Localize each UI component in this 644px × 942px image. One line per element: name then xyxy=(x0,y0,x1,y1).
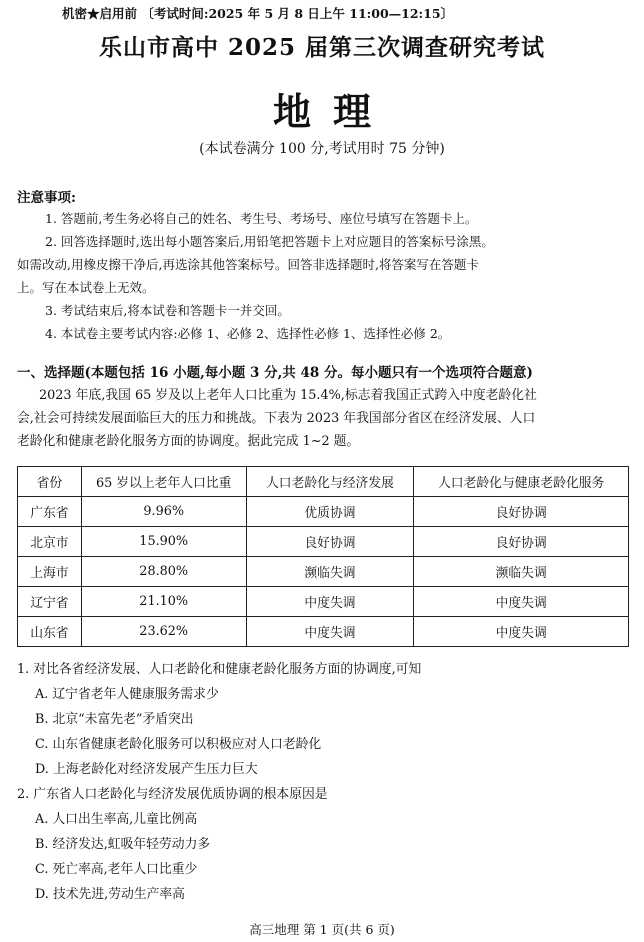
table-cell: 中度失调 xyxy=(414,587,629,617)
question-option: C. 死亡率高,老年人口比重少 xyxy=(35,862,198,877)
table-cell: 21.10% xyxy=(81,587,246,617)
question-option: B. 经济发达,虹吸年轻劳动力多 xyxy=(35,837,211,852)
table-cell: 良好协调 xyxy=(414,527,629,557)
table-cell: 濒临失调 xyxy=(414,557,629,587)
intro-line: 2023 年底,我国 65 岁及以上老年人口比重为 15.4%,标志着我国正式跨入中度老龄化社 xyxy=(39,388,537,403)
secret-line: 机密★启用前 〔考试时间:2025 年 5 月 8 日上午 11:00—12:15〕 xyxy=(62,6,454,21)
coordination-table xyxy=(17,466,629,647)
questions-block xyxy=(17,657,629,907)
question-stem: 1. 对比各省经济发展、人口老龄化和健康老龄化服务方面的协调度,可知 xyxy=(17,662,422,677)
note-line: 3. 考试结束后,将本试卷和答题卡一并交回。 xyxy=(45,303,290,318)
table-cell: 28.80% xyxy=(81,557,246,587)
note-line: 4. 本试卷主要考试内容:必修 1、必修 2、选择性必修 1、选择性必修 2。 xyxy=(45,326,451,341)
question-option: A. 辽宁省老年人健康服务需求少 xyxy=(35,687,219,702)
section-heading: 一、选择题(本题包括 16 小题,每小题 3 分,共 48 分。每小题只有一个选项符合题意) xyxy=(17,365,533,381)
table-cell: 良好协调 xyxy=(246,527,414,557)
table-cell: 优质协调 xyxy=(246,497,414,527)
table-row xyxy=(18,617,629,647)
question-option: D. 技术先进,劳动生产率高 xyxy=(35,887,185,902)
table-header-cell: 省份 xyxy=(18,467,82,497)
intro-line: 老龄化和健康老龄化服务方面的协调度。据此完成 1~2 题。 xyxy=(17,434,360,449)
table-cell: 上海市 xyxy=(18,557,82,587)
table-header-cell: 人口老龄化与经济发展 xyxy=(246,467,414,497)
table-cell: 北京市 xyxy=(18,527,82,557)
question-option: B. 北京“未富先老”矛盾突出 xyxy=(35,712,194,727)
table-cell: 9.96% xyxy=(81,497,246,527)
question-option: A. 人口出生率高,儿童比例高 xyxy=(35,812,198,827)
question-option: C. 山东省健康老龄化服务可以积极应对人口老龄化 xyxy=(35,737,322,752)
table-cell: 濒临失调 xyxy=(246,557,414,587)
table-cell: 中度失调 xyxy=(246,587,414,617)
table-cell: 辽宁省 xyxy=(18,587,82,617)
table-header-row xyxy=(18,467,629,497)
table-cell: 山东省 xyxy=(18,617,82,647)
table-row xyxy=(18,527,629,557)
table-cell: 15.90% xyxy=(81,527,246,557)
note-line: 如需改动,用橡皮擦干净后,再选涂其他答案标号。回答非选择题时,将答案写在答题卡 xyxy=(17,257,479,272)
score-time-note: (本试卷满分 100 分,考试用时 75 分钟) xyxy=(199,141,445,157)
table-row xyxy=(18,497,629,527)
question-stem: 2. 广东省人口老龄化与经济发展优质协调的根本原因是 xyxy=(17,787,328,802)
table-cell: 23.62% xyxy=(81,617,246,647)
subject-title: 地理 xyxy=(272,89,393,134)
question-intro xyxy=(17,384,629,453)
intro-line: 会,社会可持续发展面临巨大的压力和挑战。下表为 2023 年我国部分省区在经济发展、人口 xyxy=(17,411,536,426)
table-row xyxy=(18,587,629,617)
note-line: 1. 答题前,考生务必将自己的姓名、考生号、考场号、座位号填写在答题卡上。 xyxy=(45,211,478,226)
question-option: D. 上海老龄化对经济发展产生压力巨大 xyxy=(35,762,258,777)
table-cell: 中度失调 xyxy=(246,617,414,647)
exam-title: 乐山市高中 2025 届第三次调查研究考试 xyxy=(98,34,546,61)
table-header-cell: 人口老龄化与健康老龄化服务 xyxy=(414,467,629,497)
table-cell: 良好协调 xyxy=(414,497,629,527)
notes-list xyxy=(17,207,629,345)
page-footer: 高三地理 第 1 页(共 6 页) xyxy=(249,922,395,937)
note-line: 上。写在本试卷上无效。 xyxy=(17,280,155,295)
table-header-cell: 65 岁以上老年人口比重 xyxy=(81,467,246,497)
table-cell: 中度失调 xyxy=(414,617,629,647)
note-line: 2. 回答选择题时,选出每小题答案后,用铅笔把答题卡上对应题目的答案标号涂黑。 xyxy=(45,234,494,249)
table-row xyxy=(18,557,629,587)
table-cell: 广东省 xyxy=(18,497,82,527)
notes-heading: 注意事项: xyxy=(17,190,76,206)
